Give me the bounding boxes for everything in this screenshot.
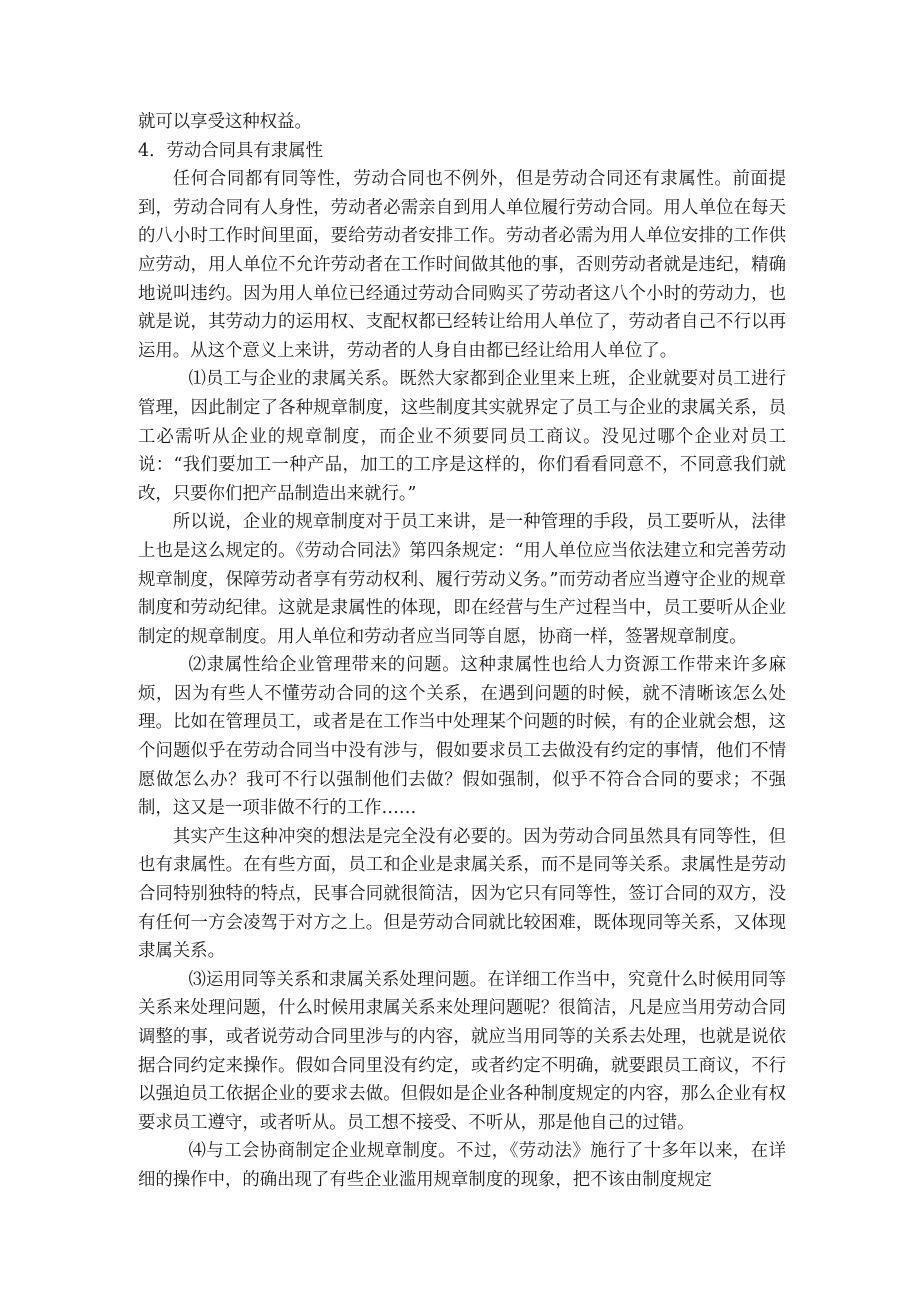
section-heading: 4．劳动合同具有隶属性 [138, 140, 323, 161]
document-body [138, 108, 786, 1195]
paragraph-point-2: ⑵隶属性给企业管理带来的问题。这种隶属性也给人力资源工作带来许多麻烦，因为有些人不懂劳动合同的这个关系，在遇到问题的时候，就不清晰该怎么处理。比如在管理员工，或者是在工作当中处理某个问题的时候，有的企业就会想，这个问题似乎在劳动合同当中没有涉与，假如要求员工去做没有约定的事情，他们不情愿做怎么办？我可不行以强制他们去做？假如强制，似乎不符合合同的要求；不强制，这又是一项非做不行的工作…… [138, 655, 786, 819]
paragraph-point-3: ⑶运用同等关系和隶属关系处理问题。在详细工作当中，究竟什么时候用同等关系来处理问题，什么时候用隶属关系来处理问题呢？很简洁，凡是应当用劳动合同调整的事，或者说劳动合同里涉与的内容，就应当用同等的关系去处理，也就是说依据合同约定来操作。假如合同里没有约定，或者约定不明确，就要跟员工商议，不行以强迫员工依据企业的要求去做。但假如是企业各种制度规定的内容，那么企业有权要求员工遵守，或者听从。员工想不接受、不听从，那是他自己的过错。 [138, 969, 786, 1133]
paragraph-subordination-intro: 任何合同都有同等性，劳动合同也不例外，但是劳动合同还有隶属性。前面提到，劳动合同有人身性，劳动者必需亲自到用人单位履行劳动合同。用人单位在每天的八小时工作时间里面，要给劳动者安排工作。劳动者必需为用人单位安排的工作供应劳动，用人单位不允许劳动者在工作时间做其他的事，否则劳动者就是违纪，精确地说叫违约。因为用人单位已经通过劳动合同购买了劳动者这八个小时的劳动力，也就是说，其劳动力的运用权、支配权都已经转让给用人单位了，劳动者自己不行以再运用。从这个意义上来讲，劳动者的人身自由都已经让给用人单位了。 [138, 169, 786, 361]
paragraph-continuation: 就可以享受这种权益。 [138, 112, 312, 132]
paragraph-conflict-explanation: 其实产生这种冲突的想法是完全没有必要的。因为劳动合同虽然具有同等性，但也有隶属性。在有些方面，员工和企业是隶属关系，而不是同等关系。隶属性是劳动合同特别独特的特点，民事合同就很简洁，因为它只有同等性，签订合同的双方，没有任何一方会凌驾于对方之上。但是劳动合同就比较困难，既体现同等关系，又体现隶属关系。 [138, 826, 786, 962]
paragraph-point-1: ⑴员工与企业的隶属关系。既然大家都到企业里来上班，企业就要对员工进行管理，因此制定了各种规章制度，这些制度其实就界定了员工与企业的隶属关系，员工必需听从企业的规章制度，而企业不须要同员工商议。没见过哪个企业对员工说：“我们要加工一种产品，加工的工序是这样的，你们看看同意不，不同意我们就改，只要你们把产品制造出来就行。” [138, 369, 786, 504]
paragraph-point-4: ⑷与工会协商制定企业规章制度。不过，《劳动法》施行了十多年以来，在详细的操作中，的确出现了有些企业滥用规章制度的现象，把不该由制度规定 [138, 1141, 786, 1190]
paragraph-rules-management: 所以说，企业的规章制度对于员工来讲，是一种管理的手段，员工要听从，法律上也是这么规定的。《劳动合同法》第四条规定：“用人单位应当依法建立和完善劳动规章制度，保障劳动者享有劳动权利、履行劳动义务。”而劳动者应当遵守企业的规章制度和劳动纪律。这就是隶属性的体现，即在经营与生产过程当中，员工要听从企业制定的规章制度。用人单位和劳动者应当同等自愿，协商一样，签署规章制度。 [138, 512, 786, 647]
